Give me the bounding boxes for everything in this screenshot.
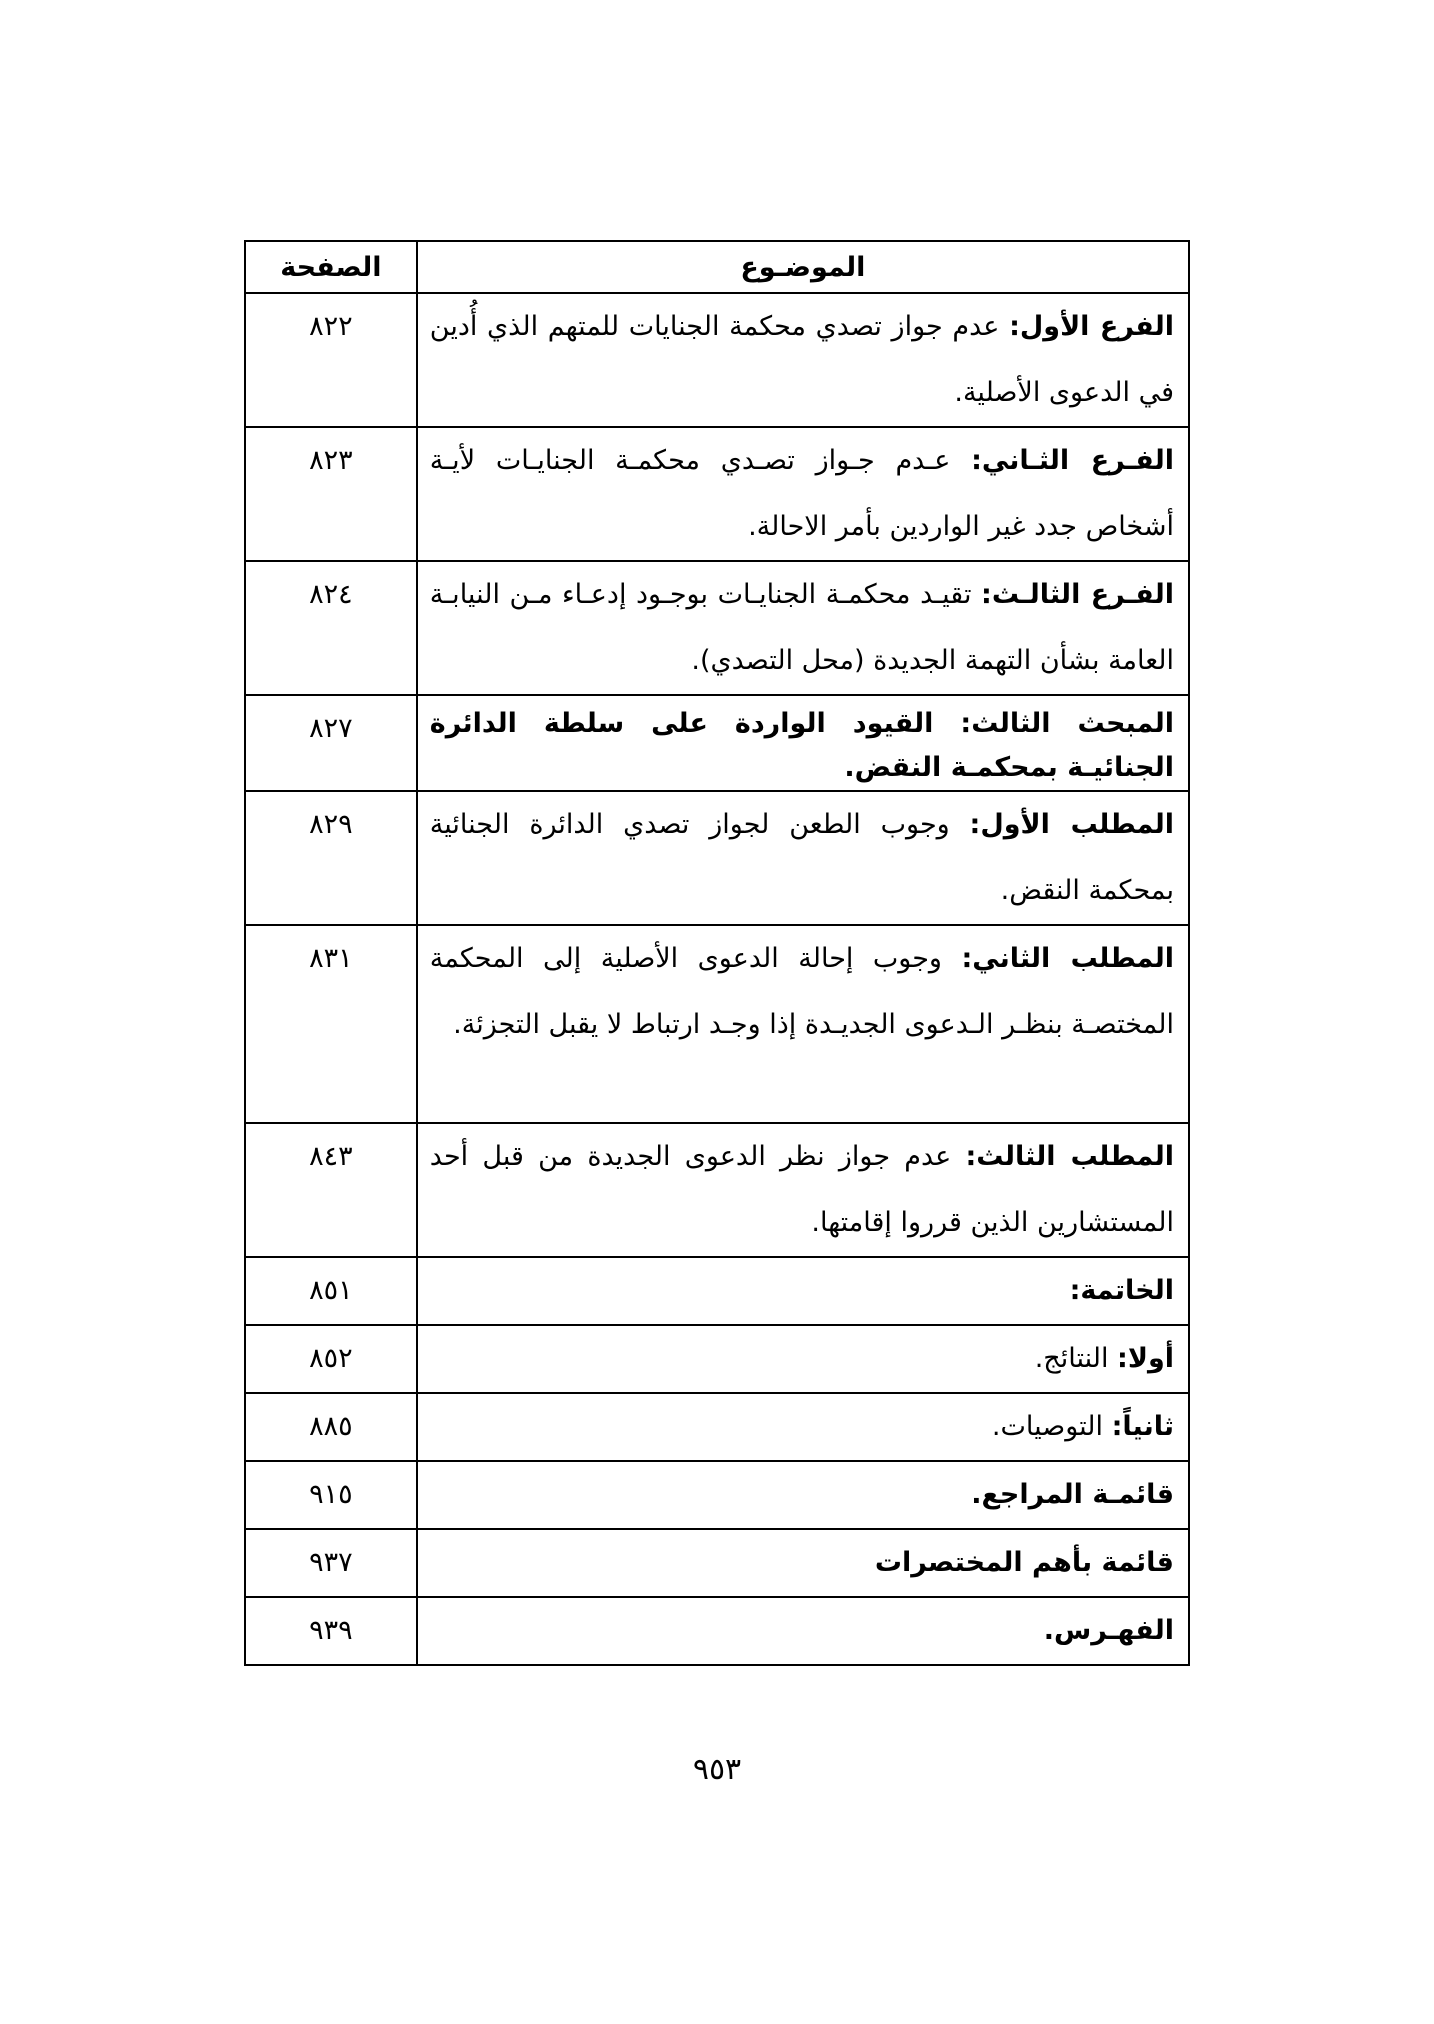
entry-page-number: ٨٢٤: [245, 561, 417, 695]
toc-row: [245, 561, 1189, 695]
entry-label: الخاتمة:: [1069, 1275, 1174, 1306]
entry-label: قائمـة المراجع.: [971, 1479, 1174, 1510]
entry-page-number: ٩٣٩: [245, 1597, 417, 1665]
entry-page-number: ٩٣٧: [245, 1529, 417, 1597]
toc-entry: [417, 1257, 1189, 1325]
entry-text: التوصيات.: [991, 1411, 1112, 1442]
entry-label: المطلب الأول:: [969, 809, 1174, 840]
entry-page-number: ٨٣١: [245, 925, 417, 1123]
toc-entry: [417, 561, 1189, 695]
toc-row: [245, 1257, 1189, 1325]
entry-label: المطلب الثالث:: [965, 1141, 1174, 1172]
toc-row: [245, 427, 1189, 561]
entry-page-number: ٨٢٣: [245, 427, 417, 561]
entry-label: الفرع الأول:: [1009, 311, 1174, 342]
entry-text: النتائج.: [1034, 1343, 1118, 1374]
toc-entry: [417, 1325, 1189, 1393]
toc-table: [244, 240, 1190, 1666]
toc-entry: [417, 1461, 1189, 1529]
topic-column-header: الموضـوع: [417, 241, 1189, 293]
entry-label: المبحث الثالث:: [960, 708, 1174, 739]
entry-text: عـدم جـواز تصـدي محكمـة الجنايـات لأيـة أشخاص جدد غير الواردين بأمر الاحالة.: [429, 445, 1174, 542]
entry-page-number: ٨٢٩: [245, 791, 417, 925]
toc-row: [245, 293, 1189, 427]
toc-entry: [417, 1123, 1189, 1257]
toc-row: [245, 1597, 1189, 1665]
toc-row: [245, 695, 1189, 791]
toc-row: [245, 1393, 1189, 1461]
entry-text: وجوب الطعن لجواز تصدي الدائرة الجنائية بمحكمة النقض.: [429, 809, 1174, 906]
toc-row: [245, 791, 1189, 925]
toc-header-row: [245, 241, 1189, 293]
entry-text: عدم جواز تصدي محكمة الجنايات للمتهم الذي أُدين في الدعوى الأصلية.: [429, 311, 1174, 408]
toc-row: [245, 925, 1189, 1123]
toc-entry: [417, 1393, 1189, 1461]
entry-label: قائمة بأهم المختصرات: [874, 1547, 1174, 1578]
entry-page-number: ٨٢٧: [245, 695, 417, 791]
entry-text: عدم جواز نظر الدعوى الجديدة من قبل أحد المستشارين الذين قرروا إقامتها.: [429, 1141, 1174, 1238]
entry-label: ثانياً:: [1111, 1411, 1174, 1442]
toc-entry: [417, 925, 1189, 1123]
entry-page-number: ٨٨٥: [245, 1393, 417, 1461]
toc-row: [245, 1123, 1189, 1257]
entry-text: تقيـد محكمـة الجنايـات بوجـود إدعـاء مـن النيابـة العامة بشأن التهمة الجديدة (محل التصدي).: [429, 579, 1174, 676]
entry-label: الفهـرس.: [1043, 1615, 1174, 1646]
entry-page-number: ٨٤٣: [245, 1123, 417, 1257]
entry-label: أولا:: [1117, 1343, 1174, 1374]
entry-label: الفـرع الثـاني:: [971, 445, 1174, 476]
page-column-header: الصفحة: [245, 241, 417, 293]
toc-entry: [417, 791, 1189, 925]
toc-row: [245, 1461, 1189, 1529]
toc-entry: [417, 293, 1189, 427]
entry-text: القيود الواردة على سلطة الدائرة الجنائيـة بمحكمـة النقض.: [429, 708, 1174, 783]
toc-entry: [417, 1529, 1189, 1597]
toc-row: [245, 1529, 1189, 1597]
page-number: ٩٥٣: [692, 1752, 742, 1787]
toc-row: [245, 1325, 1189, 1393]
entry-label: الفـرع الثالـث:: [981, 579, 1174, 610]
entry-page-number: ٨٢٢: [245, 293, 417, 427]
toc-entry: [417, 1597, 1189, 1665]
toc-entry: [417, 695, 1189, 791]
entry-page-number: ٨٥١: [245, 1257, 417, 1325]
entry-page-number: ٩١٥: [245, 1461, 417, 1529]
entry-text: وجوب إحالة الدعوى الأصلية إلى المحكمة المختصـة بنظـر الـدعوى الجديـدة إذا وجـد ارتباط لا يقبل التجزئة.: [429, 943, 1174, 1040]
entry-label: المطلب الثاني:: [961, 943, 1175, 974]
toc-entry: [417, 427, 1189, 561]
entry-page-number: ٨٥٢: [245, 1325, 417, 1393]
